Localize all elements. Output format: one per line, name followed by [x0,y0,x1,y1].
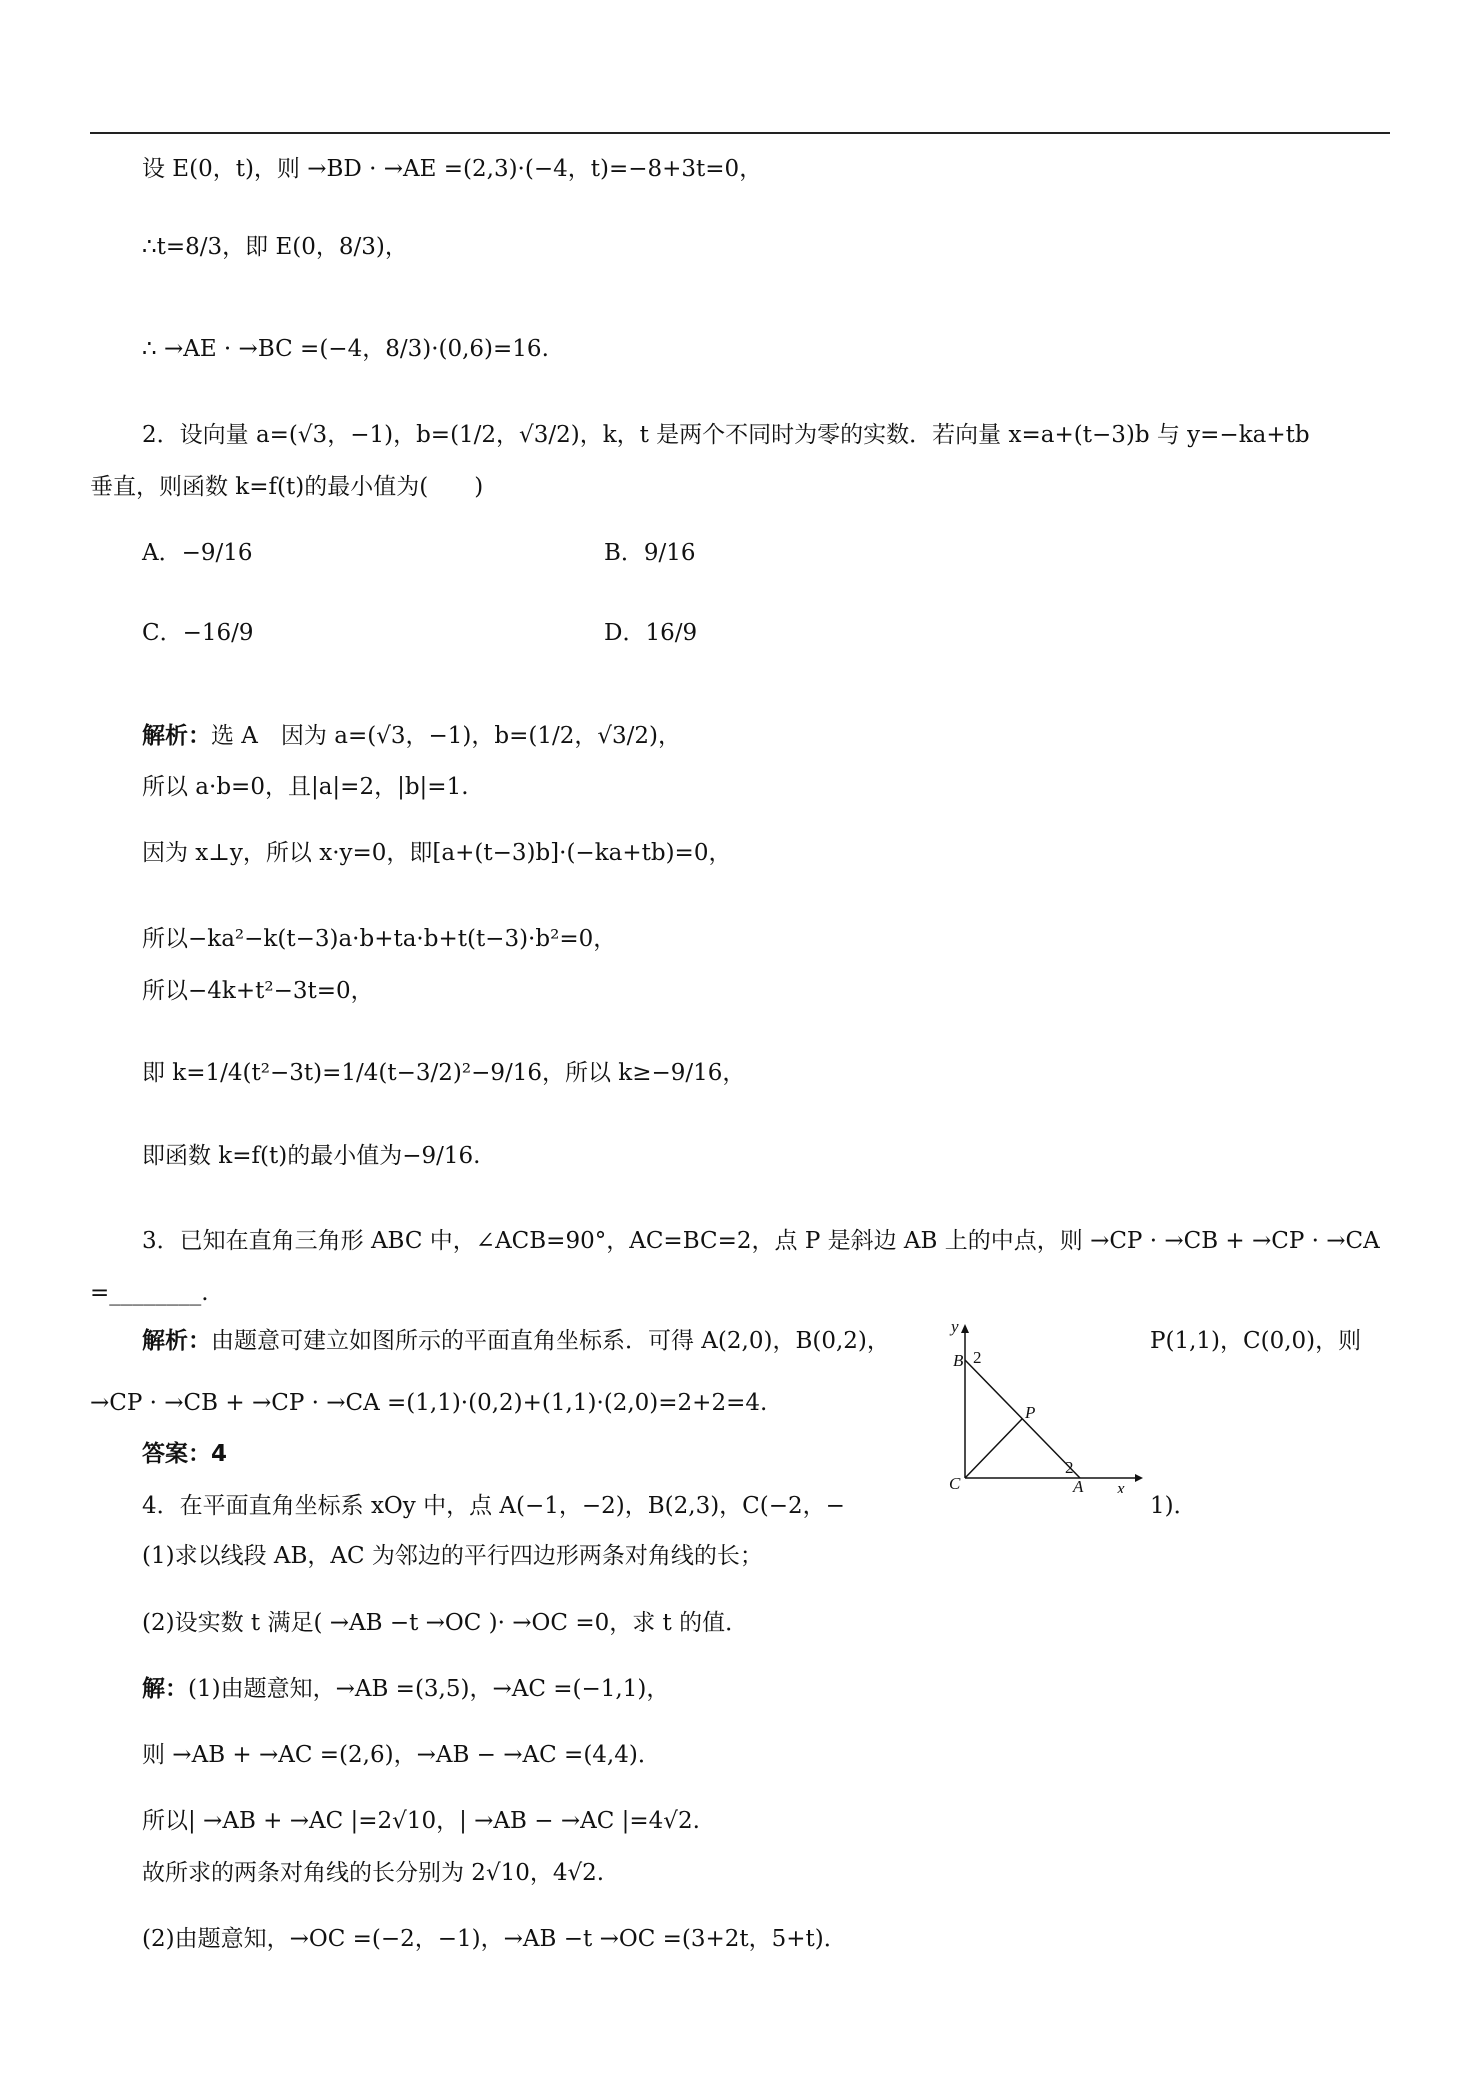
axis-label-y: y [951,1318,959,1336]
question-4-stem-right: 1)． [1150,1493,1197,1519]
point-label-p: P [1025,1403,1036,1422]
solution-line: 设 E(0，t)，则 →BD · →AE =(2,3)·(−4，t)=−8+3t=0， [142,156,763,182]
question-2-stem-cont: 垂直，则函数 k=f(t)的最小值为( ) [90,474,484,500]
analysis-line [142,725,681,748]
analysis-text: 选 A 因为 a=(√3，−1)，b=(1/2，√3/2)， [211,723,681,749]
solution-line: 故所求的两条对角线的长分别为 2√10，4√2. [142,1860,605,1886]
tick-label-y: 2 [973,1348,982,1367]
analysis-label: 解析： [142,723,211,749]
question-3-blank: =________. [90,1280,209,1306]
analysis-line: 即 k=1/4(t²−3t)=1/4(t−3/2)²−9/16，所以 k≥−9/16， [142,1060,746,1086]
analysis-line: 所以−4k+t²−3t=0， [142,978,374,1004]
solution-label: 解： [142,1676,188,1702]
solution-text: (1)由题意知，→AB =(3,5)，→AC =(−1,1)， [188,1676,670,1702]
option-b: B．9/16 [604,540,696,566]
point-label-b: B [953,1351,964,1370]
point-label-c: C [949,1474,961,1493]
answer-label: 答案： [142,1441,211,1467]
analysis-label: 解析： [142,1328,211,1354]
y-axis-arrow [961,1324,969,1333]
question-4-stem: 4．在平面直角坐标系 xOy 中，点 A(−1，−2)，B(2,3)，C(−2，− [142,1493,845,1519]
answer-value: 4 [211,1441,228,1467]
analysis-line [142,1330,890,1353]
question-4-part-2: (2)设实数 t 满足( →AB −t →OC )· →OC =0，求 t 的值． [142,1610,749,1636]
header-rule [90,132,1390,134]
option-c: C．−16/9 [142,620,254,646]
question-3-stem: 3．已知在直角三角形 ABC 中，∠ACB=90°，AC=BC=2，点 P 是斜边 AB 上的中点，则 →CP · →CB + →CP · →CA [142,1228,1380,1254]
analysis-text: 由题意可建立如图所示的平面直角坐标系．可得 A(2,0)，B(0,2)， [211,1328,890,1354]
solution-line: 所以| →AB + →AC |=2√10，| →AB − →AC |=4√2. [142,1808,700,1834]
analysis-line-right: P(1,1)，C(0,0)，则 [1150,1328,1362,1354]
segment-cp [965,1419,1022,1478]
axis-label-x: x [1117,1479,1125,1493]
point-label-a: A [1073,1477,1084,1493]
question-2-stem: 2．设向量 a=(√3，−1)，b=(1/2，√3/2)，k，t 是两个不同时为零的实数．若向量 x=a+(t−3)b 与 y=−ka+tb [142,422,1310,448]
solution-line: 则 →AB + →AC =(2,6)，→AB − →AC =(4,4)． [142,1742,661,1768]
option-d: D．16/9 [604,620,698,646]
answer-line [142,1443,227,1466]
tick-label-x: 2 [1065,1458,1074,1477]
solution-line: ∴t=8/3，即 E(0，8/3)， [142,234,408,260]
analysis-line: 即函数 k=f(t)的最小值为−9/16. [142,1143,481,1169]
analysis-line: 所以−ka²−k(t−3)a·b+ta·b+t(t−3)·b²=0， [142,926,617,952]
solution-line: ∴ →AE · →BC =(−4，8/3)·(0,6)=16. [142,336,549,362]
solution-line [142,1678,669,1701]
option-a: A．−9/16 [142,540,253,566]
solution-line: (2)由题意知，→OC =(−2，−1)，→AB −t →OC =(3+2t，5+t)． [142,1926,847,1952]
x-axis-arrow [1135,1474,1143,1482]
coordinate-figure [925,1318,1145,1493]
analysis-line: 因为 x⊥y，所以 x·y=0，即[a+(t−3)b]·(−ka+tb)=0， [142,840,732,866]
analysis-line: →CP · →CB + →CP · →CA =(1,1)·(0,2)+(1,1)·(2,0)=2+2=4. [90,1390,768,1416]
question-4-part-1: (1)求以线段 AB，AC 为邻边的平行四边形两条对角线的长； [142,1543,763,1569]
analysis-line: 所以 a·b=0，且|a|=2，|b|=1. [142,774,469,800]
